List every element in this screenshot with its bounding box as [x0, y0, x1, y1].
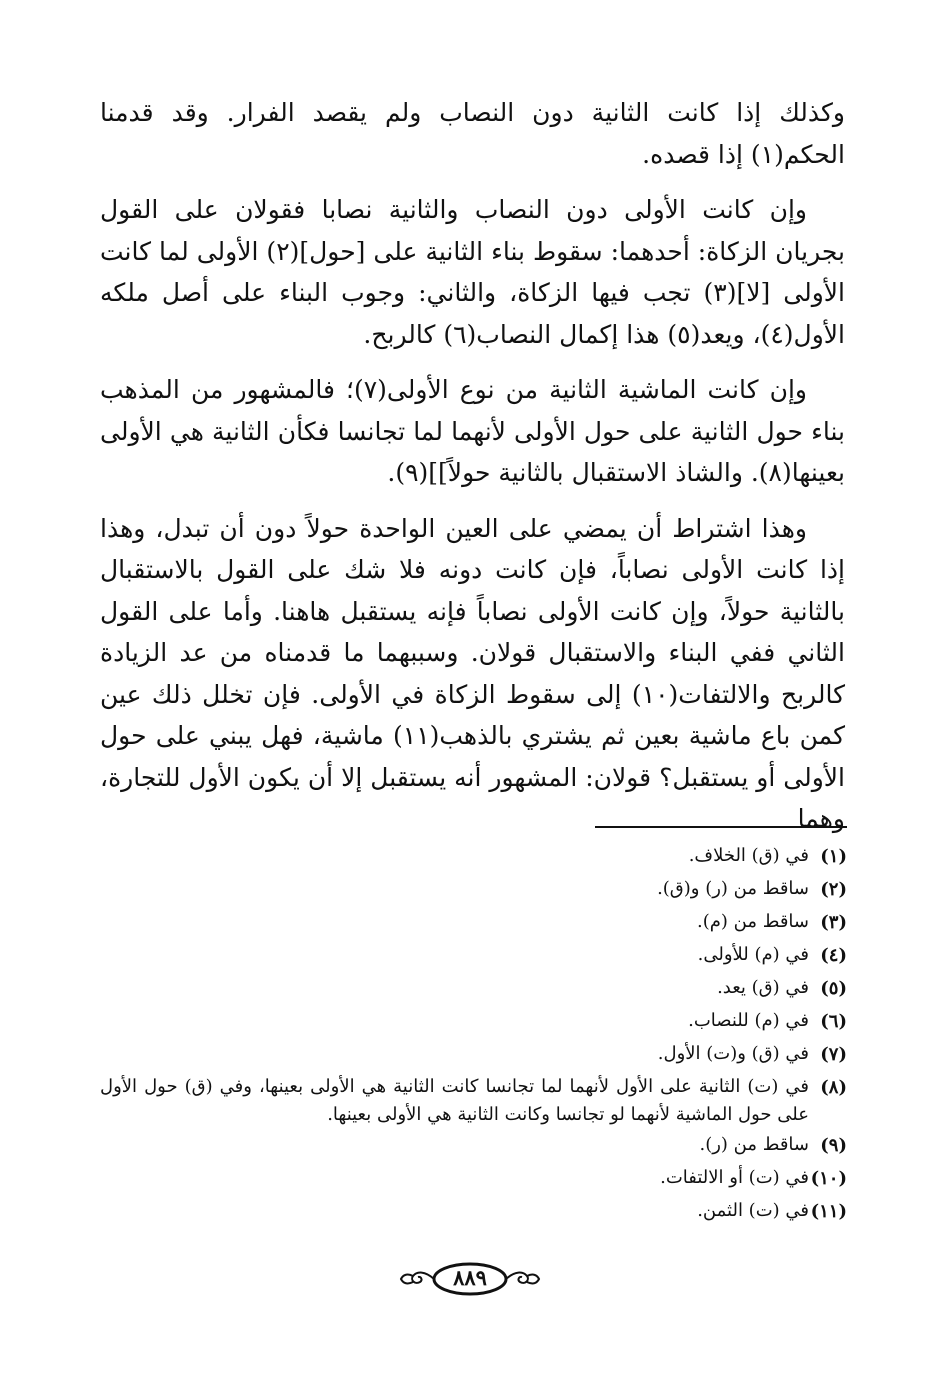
- footnote-text: ساقط من (ر) و(ق).: [657, 878, 809, 899]
- footnote-item: [100, 1005, 847, 1038]
- footnote-text: في (ق) يعد.: [717, 977, 809, 998]
- footnote-item: [100, 873, 847, 906]
- footnote-number: (٥): [820, 978, 847, 999]
- page-number-ornament: [395, 1261, 545, 1297]
- footnote-item: [100, 972, 847, 1005]
- footnote-text: في (ق) الخلاف.: [688, 845, 809, 866]
- main-text: [100, 92, 845, 854]
- footnote-number: (٤): [820, 945, 847, 966]
- footnote-item: [100, 840, 847, 873]
- paragraph-2: وإن كانت الأولى دون النصاب والثانية نصابا فقولان على القول بجريان الزكاة: أحدهما: سقوط بناء الثانية على [حول](٢) الأولى لما كانت الأولى [لا](٣) تجب فيها الزكاة، والثاني: وجوب البناء على أصل ملكه الأول(٤)، ويعد(٥) هذا إكمال النصاب(٦) كالربح.: [100, 195, 845, 349]
- footnote-text: في (ق) و(ت) الأول.: [657, 1043, 809, 1064]
- footnote-item: [100, 1038, 847, 1071]
- footnotes: [100, 840, 847, 1228]
- footnote-text: ساقط من (م).: [697, 911, 809, 932]
- footnote-item: [100, 1071, 847, 1129]
- footnote-number: (٨): [820, 1077, 847, 1098]
- footnote-text: في (ت) الثمن.: [697, 1200, 809, 1221]
- paragraph-4: وهذا اشتراط أن يمضي على العين الواحدة حولاً دون أن تبدل، وهذا إذا كانت الأولى نصاباً، فإن كانت دونه فلا شك على القول بالاستقبال بالثانية حولاً، وإن كانت الأولى نصاباً فإنه يستقبل هاهنا. وأما على القول الثاني ففي البناء والاستقبال قولان. وسببهما ما قدمناه من عد الزيادة كالربح والالتفات(١٠) إلى سقوط الزكاة في الأولى. فإن تخلل ذلك عين كمن باع ماشية بعين ثم يشتري بالذهب(١١) ماشية، فهل يبني على حول الأولى أو يستقبل؟ قولان: المشهور أنه يستقبل إلا أن يكون الأول للتجارة، وهما: [100, 513, 845, 833]
- footnote-number: (٩): [820, 1135, 847, 1156]
- footnote-number: (٧): [820, 1044, 847, 1065]
- footnote-number: (١٠): [810, 1168, 847, 1189]
- footnote-item: [100, 939, 847, 972]
- page-number: ٨٨٩: [453, 1265, 487, 1290]
- footnote-text: في (م) للنصاب.: [688, 1010, 809, 1031]
- footnote-number: (٢): [820, 879, 847, 900]
- paragraph-1: وكذلك إذا كانت الثانية دون النصاب ولم يقصد الفرار. وقد قدمنا الحكم(١) إذا قصده.: [100, 98, 845, 169]
- footnote-number: (٦): [820, 1011, 847, 1032]
- footnote-text: في (م) للأولى.: [697, 944, 809, 965]
- footnote-divider: [595, 826, 847, 828]
- footnote-text: في (ت) الثانية على الأول لأنهما لما تجانسا كانت الثانية هي الأولى بعينها، وفي (ق) حول الأول على حول الماشية لأنهما لو تجانسا وكانت الثانية هي الأولى بعينها.: [100, 1076, 809, 1125]
- paragraph-3: وإن كانت الماشية الثانية من نوع الأولى(٧)؛ فالمشهور من المذهب بناء حول الثانية على حول الأولى لأنهما لما تجانسا فكأن الثانية هي الأولى بعينها(٨). والشاذ الاستقبال بالثانية حولاً]](٩).: [100, 375, 845, 487]
- footnote-text: ساقط من (ر).: [699, 1134, 809, 1155]
- footnote-item: [100, 906, 847, 939]
- footnote-number: (١): [820, 846, 847, 867]
- footnote-number: (١١): [810, 1201, 847, 1222]
- footnote-item: [100, 1129, 847, 1162]
- footnote-number: (٣): [820, 912, 847, 933]
- footnote-item: [100, 1195, 847, 1228]
- footnote-item: [100, 1162, 847, 1195]
- footnote-text: في (ت) أو الالتفات.: [660, 1167, 809, 1188]
